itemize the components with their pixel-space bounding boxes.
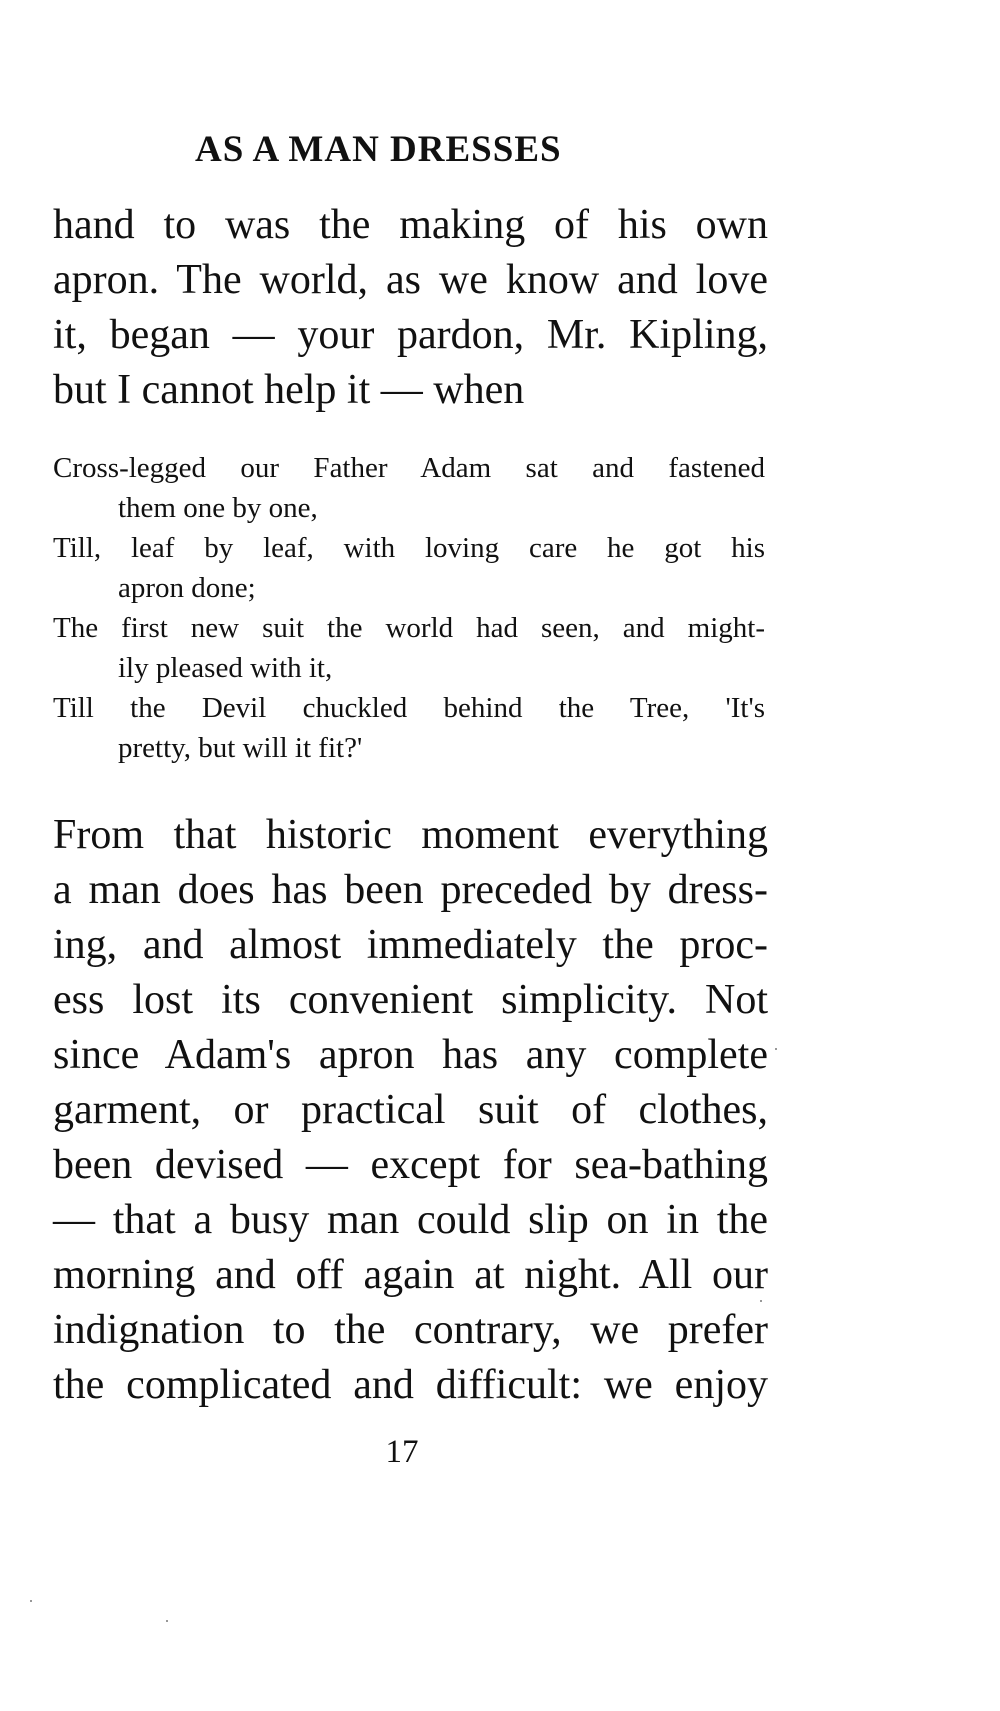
scan-speck [775,1048,777,1050]
verse-line-continuation: apron done; [118,572,256,604]
verse-line-first: Cross-legged our Father Adam sat and fastened [53,452,765,484]
text-line: the complicated and difficult: we enjoy [53,1362,768,1408]
text-line: From that historic moment everything [53,812,768,858]
text-line: ing, and almost immediately the proc- [53,922,768,968]
text-line: since Adam's apron has any complete [53,1032,768,1078]
verse-line-continuation: them one by one, [118,492,318,524]
running-head: AS A MAN DRESSES [195,129,562,170]
scan-speck [166,1620,168,1622]
scan-speck [760,1300,762,1302]
page-number: 17 [385,1434,419,1470]
verse-line-continuation: pretty, but will it fit?' [118,732,363,764]
text-line: garment, or practical suit of clothes, [53,1087,768,1133]
verse-line [53,688,765,768]
verse-line-first: Till the Devil chuckled behind the Tree, 'It's [53,692,765,724]
paragraph-2 [53,808,768,1413]
verse-line-continuation: ily pleased with it, [118,652,333,684]
paragraph-1 [53,198,768,418]
verse-line [53,528,765,608]
text-line: — that a busy man could slip on in the [53,1197,768,1243]
text-line: a man does has been preceded by dress- [53,867,768,913]
text-line: hand to was the making of his own [53,202,768,248]
scan-speck [30,1600,32,1602]
text-line: been devised — except for sea-bathing [53,1142,768,1188]
text-line: apron. The world, as we know and love [53,257,768,303]
text-line: indignation to the contrary, we prefer [53,1307,768,1353]
verse-line [53,448,765,528]
verse-line [53,608,765,688]
text-line: ess lost its convenient simplicity. Not [53,977,768,1023]
verse-quotation [53,448,765,768]
text-line: morning and off again at night. All our [53,1252,768,1298]
verse-line-first: The first new suit the world had seen, and might- [53,612,765,644]
text-line: but I cannot help it — when [53,367,525,413]
text-line: it, began — your pardon, Mr. Kipling, [53,312,768,358]
verse-line-first: Till, leaf by leaf, with loving care he got his [53,532,765,564]
